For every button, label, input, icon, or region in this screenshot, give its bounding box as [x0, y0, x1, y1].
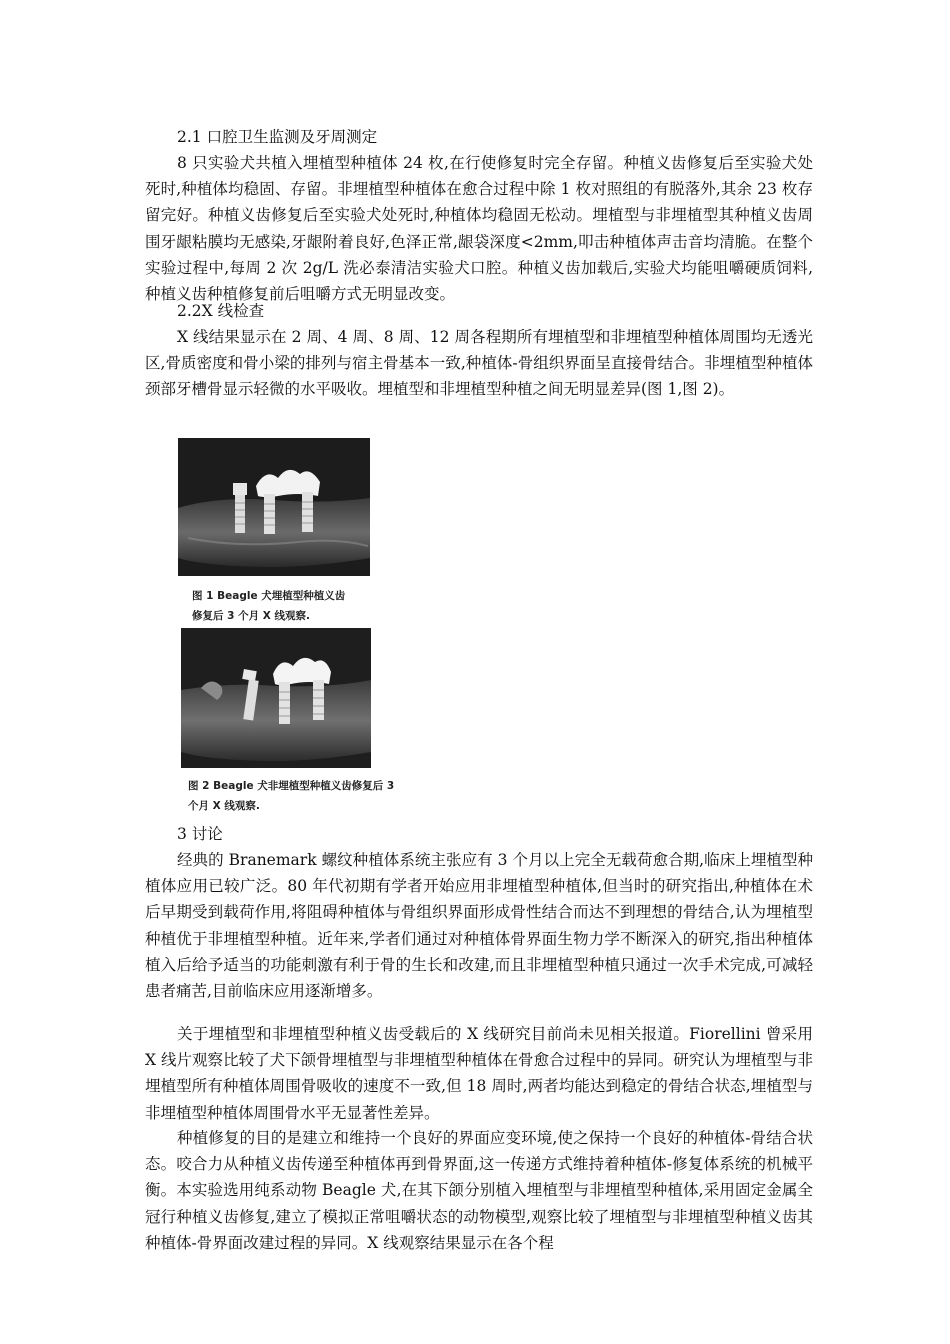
figure-1-caption-line1: 图 1 Beagle 犬埋植型种植义齿 [192, 590, 346, 602]
section-3-paragraph-1: 经典的 Branemark 螺纹种植体系统主张应有 3 个月以上完全无载荷愈合期,临床上埋植型种植体应用已较广泛。80 年代初期有学者开始应用非埋植型种植体,但当时的研究指出,种植体在术后早期受到载荷作用,将阻碍种植体与骨组织界面形成骨性结合而达不到理想的骨结合,认为埋植型种植优于非埋植型种植。近年来,学者们通过对种植体骨界面生物力学不断深入的研究,指出种植体植入后给予适当的功能刺激有利于骨的生长和改建,而且非埋植型种植只通过一次手术完成,可减轻患者痛苦,目前临床应用逐渐增多。 [145, 851, 813, 1001]
section-3-paragraph-2: 关于埋植型和非埋植型种植义齿受载后的 X 线研究目前尚未见相关报道。Fiorellini 曾采用 X 线片观察比较了犬下颌骨埋植型与非埋植型种植体在骨愈合过程中的异同。研究认为埋植型与非埋植型所有种植体周围骨吸收的速度不一致,但 18 周时,两者均能达到稳定的骨结合状态,埋植型与非埋植型种植体周围骨水平无显著性差异。 [145, 1025, 813, 1122]
figure-1-xray-svg [178, 438, 370, 576]
section-3-paragraph-3: 种植修复的目的是建立和维持一个良好的界面应变环境,使之保持一个良好的种植体-骨结合状态。咬合力从种植义齿传递至种植体再到骨界面,这一传递方式维持着种植体-修复体系统的机械平衡。本实验选用纯系动物 Beagle 犬,在其下颌分别植入埋植型与非埋植型种植体,采用固定金属全冠行种植义齿修复,建立了模拟正常咀嚼状态的动物模型,观察比较了埋植型与非埋植型种植义齿其种植体-骨界面改建过程的异同。X 线观察结果显示在各个程 [145, 1129, 813, 1252]
section-2-1-heading: 2.1 口腔卫生监测及牙周测定 [177, 128, 378, 146]
section-2-2-heading: 2.2X 线检查 [177, 302, 265, 320]
section-3-heading: 3 讨论 [177, 825, 223, 843]
section-2-2-body: X 线结果显示在 2 周、4 周、8 周、12 周各程期所有埋植型和非埋植型种植体周围均无透光区,骨质密度和骨小梁的排列与宿主骨基本一致,种植体-骨组织界面呈直接骨结合。非埋植型种植体颈部牙槽骨显示轻微的水平吸收。埋植型和非埋植型种植之间无明显差异(图 1,图 2)。 [145, 328, 813, 399]
section-2-1-body: 8 只实验犬共植入埋植型种植体 24 枚,在行使修复时完全存留。种植义齿修复后至实验犬处死时,种植体均稳固、存留。非埋植型种植体在愈合过程中除 1 枚对照组的有脱落外,其余 23 枚存留完好。种植义齿修复后至实验犬处死时,种植体均稳固无松动。埋植型与非埋植型其种植义齿周围牙龈粘膜均无感染,牙龈附着良好,色泽正常,龈袋深度<2mm,叩击种植体声击音均清脆。在整个实验过程中,每周 2 次 2g/L 洗必泰清洁实验犬口腔。种植义齿加载后,实验犬均能咀嚼硬质饲料,种植义齿种植修复前后咀嚼方式无明显改变。 [145, 154, 813, 304]
figure-1-xray-image [178, 438, 370, 576]
figure-1-caption-line2: 修复后 3 个月 X 线观察. [192, 610, 311, 622]
figure-2-xray-svg [181, 628, 371, 768]
figure-2-caption-line2: 个月 X 线观察. [188, 800, 260, 812]
figure-2-xray-image [181, 628, 371, 768]
figure-2-caption-line1: 图 2 Beagle 犬非埋植型种植义齿修复后 3 [188, 780, 395, 792]
